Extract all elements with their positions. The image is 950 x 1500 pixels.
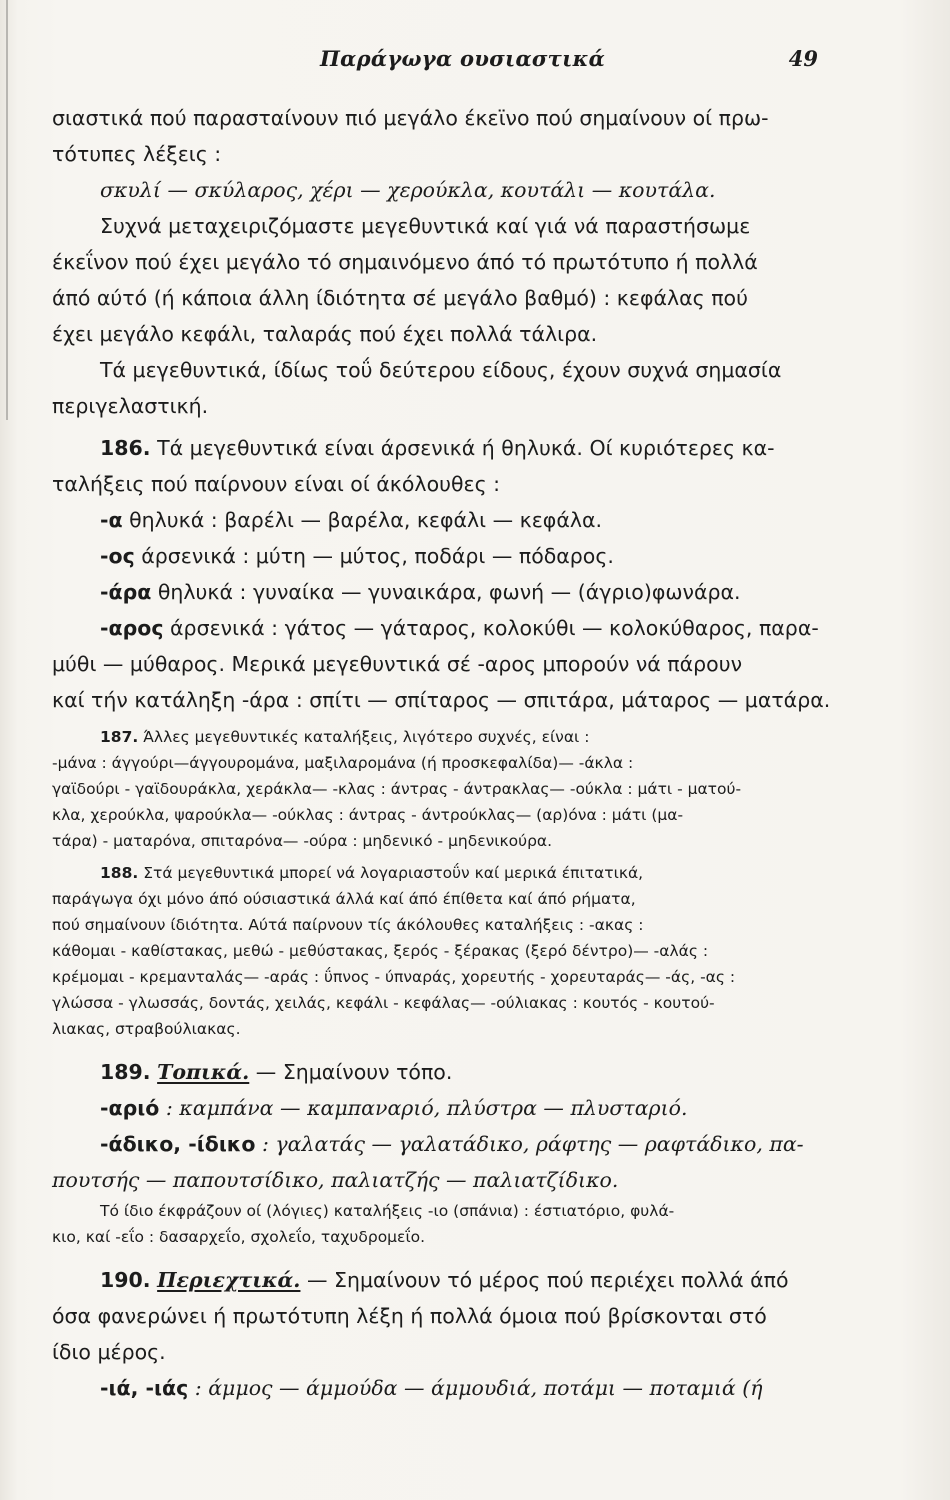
small-text-line: -μάνα : άγγούρι—άγγουρομάνα, μαξιλαρομάνα (ή προσκεφαλίδα)— -άκλα : — [52, 754, 634, 772]
suffix-label: -άδικο, -ίδικο — [100, 1132, 256, 1156]
suffix-entry — [52, 1370, 824, 1406]
text-line: τότυπες λέξεις : — [52, 142, 222, 166]
section-title: Περιεχτικά. — [157, 1268, 301, 1292]
running-title: Παράγωγα ουσιαστικά — [320, 46, 606, 71]
suffix-entry — [52, 610, 824, 646]
section-number: 188. — [100, 864, 139, 882]
suffix-entry — [52, 574, 824, 610]
text-line: Συχνά μεταχειριζόμαστε μεγεθυντικά καί γιά νά παραστήσωμε — [100, 214, 751, 238]
text-line: σιαστικά πού παρασταίνουν πιό μεγάλο έκεϊνο πού σημαίνουν οί πρω- — [52, 106, 769, 130]
section-text: Άλλες μεγεθυντικές καταλήξεις, λιγότερο συχνές, είναι : — [143, 728, 590, 746]
text-line: ίδιο μέρος. — [52, 1340, 166, 1364]
page-number: 49 — [788, 46, 818, 71]
section-number: 190. — [100, 1268, 151, 1292]
suffix-label: -αριό — [100, 1096, 160, 1120]
suffix-text: : άμμος — άμμούδα — άμμουδιά, ποτάμι — ποταμιά (ή — [194, 1376, 763, 1400]
suffix-label: -ος — [100, 544, 135, 568]
text-line: έκεΐνον πού έχει μεγάλο τό σημαινόμενο άπό τό πρωτότυπο ή πολλά — [52, 250, 758, 274]
text-line: έχει μεγάλο κεφάλι, ταλαράς πού έχει πολλά τάλιρα. — [52, 322, 598, 346]
page-body — [52, 100, 831, 1406]
section-title: Τοπικά. — [157, 1060, 250, 1084]
text-line: μύθι — μύθαρος. Μερικά μεγεθυντικά σέ -αρος μπορούν νά πάρουν — [52, 652, 743, 676]
suffix-label: -α — [100, 508, 123, 532]
text-line: Τά μεγεθυντικά, ίδίως τοΰ δεύτερου είδους, έχουν συχνά σημασία — [100, 358, 782, 382]
section-number: 189. — [100, 1060, 151, 1084]
small-text-line: τάρα) - ματαρόνα, σπιταρόνα— -ούρα : μηδενικό - μηδενικούρα. — [52, 832, 553, 850]
small-text-line: γλώσσα - γλωσσάς, δοντάς, χειλάς, κεφάλι - κεφάλας— -ούλιακας : κουτός - κουτού- — [52, 994, 715, 1012]
text-line: ταλήξεις πού παίρνουν είναι οί άκόλουθες : — [52, 472, 501, 496]
small-text-line: κάθομαι - καθίστακας, μεθώ - μεθύστακας, ξερός - ξέρακας (ξερό δέντρο)— -αλάς : — [52, 942, 709, 960]
section-number: 187. — [100, 728, 139, 746]
text-line: καί τήν κατάληξη -άρα : σπίτι — σπίταρος — σπιτάρα, μάταρος — ματάρα. — [52, 688, 831, 712]
suffix-entry — [52, 502, 824, 538]
suffix-text: άρσενικά : γάτος — γάταρος, κολοκύθι — κολοκύθαρος, παρα- — [170, 616, 819, 640]
example-line: σκυλί — σκύλαρος, χέρι — χερούκλα, κουτάλι — κουτάλα. — [100, 178, 716, 202]
text-line: περιγελαστική. — [52, 394, 209, 418]
text-line: όσα φανερώνει ή πρωτότυπη λέξη ή πολλά όμοια πού βρίσκονται στό — [52, 1304, 767, 1328]
small-text-line: κλα, χερούκλα, ψαρούκλα— -ούκλας : άντρας - άντρούκλας— (αρ)όνα : μάτι (μα- — [52, 806, 684, 824]
section-text: — Σημαίνουν τό μέρος πού περιέχει πολλά άπό — [306, 1268, 789, 1292]
small-text-line: λιακας, στραβούλιακας. — [52, 1020, 241, 1038]
suffix-label: -αρος — [100, 616, 164, 640]
section-number: 186. — [100, 436, 151, 460]
section-text: Τά μεγεθυντικά είναι άρσενικά ή θηλυκά. Οί κυριότερες κα- — [157, 436, 775, 460]
section-186-line — [52, 430, 824, 466]
suffix-text: : γαλατάς — γαλατάδικο, ράφτης — ραφτάδικο, πα- — [261, 1132, 804, 1156]
suffix-text: : καμπάνα — καμπαναριό, πλύστρα — πλυσταριό. — [165, 1096, 688, 1120]
suffix-text: θηλυκά : γυναίκα — γυναικάρα, φωνή — (άγριο)φωνάρα. — [157, 580, 741, 604]
small-text-line: Τό ίδιο έκφράζουν οί (λόγιες) καταλήξεις -ιο (σπάνια) : έστιατόριο, φυλά- — [100, 1202, 675, 1220]
text-line: πουτσής — παπουτσίδικο, παλιατζής — παλιατζίδικο. — [52, 1168, 619, 1192]
section-187-line — [52, 724, 824, 750]
small-text-line: γαϊδούρι - γαϊδουράκλα, χεράκλα— -κλας : άντρας - άντρακλας— -ούκλα : μάτι - ματού- — [52, 780, 742, 798]
section-190-line — [52, 1262, 824, 1298]
text-line: άπό αύτό (ή κάποια άλλη ίδιότητα σέ μεγάλο βαθμό) : κεφάλας πού — [52, 286, 748, 310]
small-text-line: πού σημαίνουν ίδιότητα. Αύτά παίρνουν τίς άκόλουθες καταλήξεις : -ακας : — [52, 916, 644, 934]
section-text: Στά μεγεθυντικά μπορεί νά λογαριαστοΰν καί μερικά έπιτατικά, — [143, 864, 644, 882]
suffix-label: -άρα — [100, 580, 152, 604]
suffix-text: θηλυκά : βαρέλι — βαρέλα, κεφάλι — κεφάλα. — [129, 508, 603, 532]
small-text-line: παράγωγα όχι μόνο άπό ούσιαστικά άλλά καί άπό έπίθετα καί άπό ρήματα, — [52, 890, 636, 908]
suffix-text: άρσενικά : μύτη — μύτος, ποδάρι — πόδαρος. — [141, 544, 614, 568]
section-text: — Σημαίνουν τόπο. — [255, 1060, 453, 1084]
small-text-line: κρέμομαι - κρεμανταλάς— -αράς : ΰπνος - ύπναράς, χορευτής - χορευταράς— -άς, -ας : — [52, 968, 736, 986]
suffix-entry — [52, 538, 824, 574]
suffix-entry — [52, 1126, 824, 1162]
section-189-line — [52, 1054, 824, 1090]
section-188-line — [52, 860, 824, 886]
page-header — [0, 46, 950, 80]
suffix-label: -ιά, -ιάς — [100, 1376, 189, 1400]
suffix-entry — [52, 1090, 824, 1126]
small-text-line: κιο, καί -εΐο : δασαρχεΐο, σχολεΐο, ταχυδρομεΐο. — [52, 1228, 426, 1246]
